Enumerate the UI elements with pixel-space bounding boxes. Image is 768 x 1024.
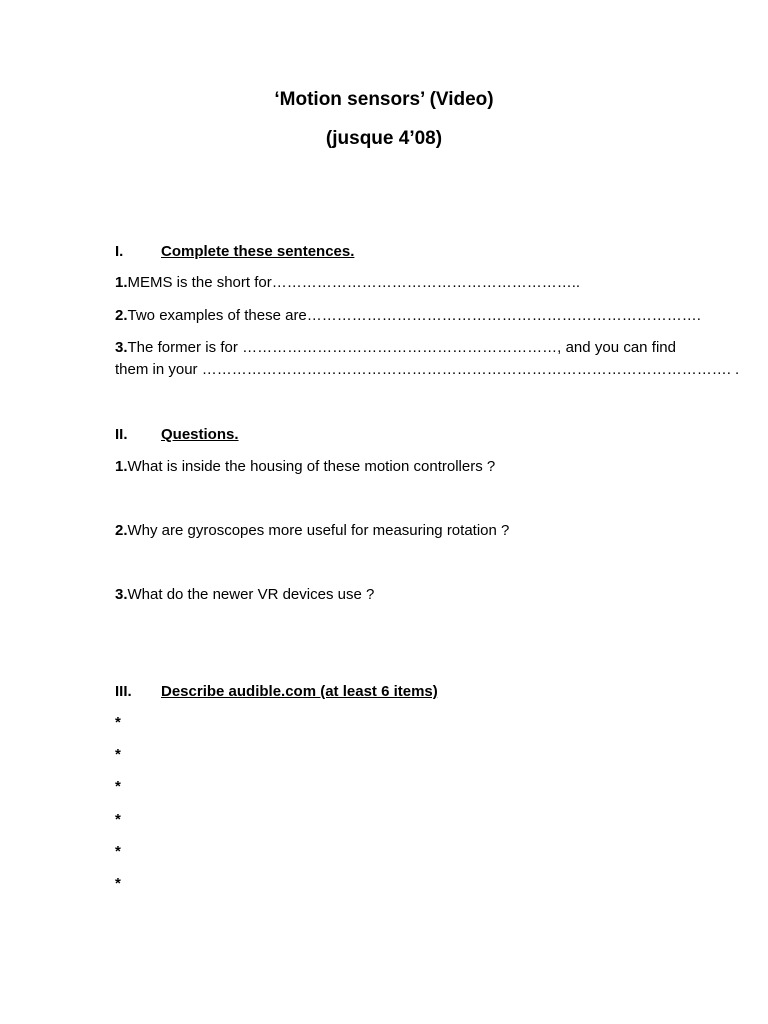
sentence-3-row-1 <box>115 337 676 359</box>
sentence-1-text: MEMS is the short for…………………………………………………….. <box>127 274 581 291</box>
question-2-number: 2. <box>115 522 128 539</box>
sentence-2-number: 2. <box>115 307 128 324</box>
word: for <box>220 339 238 356</box>
section-2-title: Questions. <box>161 426 239 443</box>
question-1-number: 1. <box>115 458 128 475</box>
document-subtitle: (jusque 4’08) <box>325 128 443 149</box>
sentence-1-number: 1. <box>115 274 128 291</box>
section-3-title: Describe audible.com (at least 6 items) <box>161 683 438 700</box>
section-1-heading <box>115 242 354 262</box>
sentence-3-number: 3. <box>115 339 128 356</box>
word: you <box>594 339 620 356</box>
section-3-heading <box>115 682 438 702</box>
question-3-number: 3. <box>115 586 128 603</box>
document-title: ‘Motion sensors’ (Video) <box>274 89 494 110</box>
word: The <box>127 339 154 356</box>
bullet-5: * <box>115 843 121 860</box>
sentence-3 <box>115 337 740 381</box>
sentence-3-row-2: them in your ……………………………………………………………………………………………. . <box>115 361 740 378</box>
bullet-6: * <box>115 875 121 892</box>
bullet-3: * <box>115 778 121 795</box>
sentence-1 <box>115 272 676 294</box>
word: can <box>623 339 648 356</box>
word: and <box>565 339 591 356</box>
section-1-number: I. <box>115 243 124 260</box>
sentence-2-text: Two examples of these are……………………………………………………………………. <box>127 307 701 324</box>
bullet-4: * <box>115 811 121 828</box>
section-3-number: III. <box>115 683 132 700</box>
section-2-heading <box>115 425 239 445</box>
sentence-2 <box>115 305 701 327</box>
word: former <box>157 339 201 356</box>
question-3-text: What do the newer VR devices use ? <box>127 586 375 603</box>
word: is <box>205 339 217 356</box>
bullet-2: * <box>115 746 121 763</box>
question-1 <box>115 456 676 478</box>
question-3 <box>115 584 676 606</box>
section-2-number: II. <box>115 426 128 443</box>
question-2-text: Why are gyroscopes more useful for measuring rotation ? <box>127 522 510 539</box>
question-2 <box>115 520 676 542</box>
bullet-1: * <box>115 714 121 731</box>
blank: ………………………………………………………, <box>242 339 562 356</box>
word: find <box>651 339 676 356</box>
section-1-title: Complete these sentences. <box>161 243 355 260</box>
question-1-text: What is inside the housing of these motion controllers ? <box>127 458 496 475</box>
